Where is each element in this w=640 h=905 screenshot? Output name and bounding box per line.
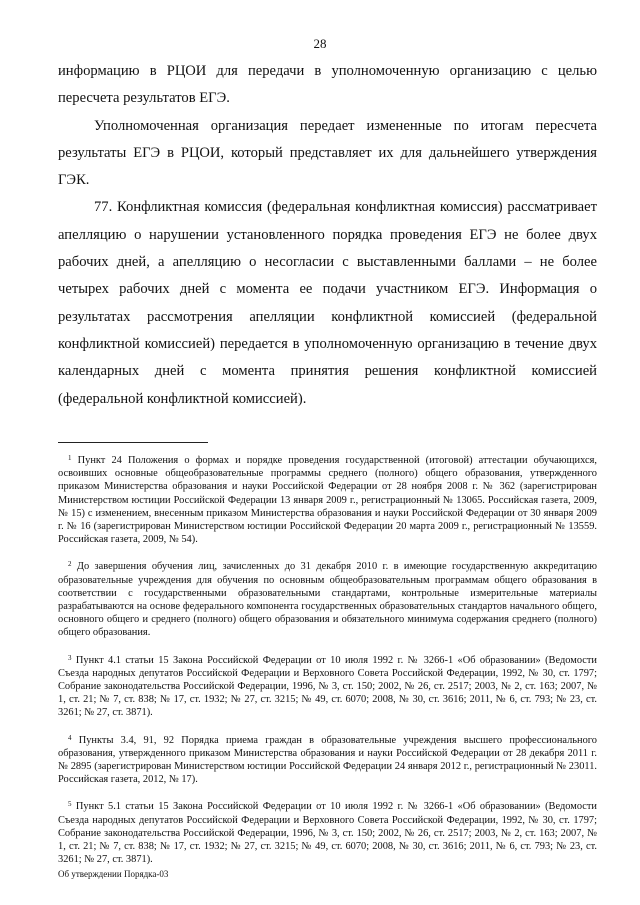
- footnote-1: [58, 452, 597, 546]
- footnote-4: [58, 732, 597, 787]
- footnote-3: [58, 652, 597, 720]
- footnote-number: 1: [68, 454, 72, 462]
- main-text: [58, 58, 597, 413]
- footnote-5: [58, 798, 597, 866]
- footnote-text: Пункт 5.1 статьи 15 Закона Российской Федерации от 10 июля 1992 г. № 3266-1 «Об образовании» (Ведомости Съезда народных депутатов Российской Федерации и Верховного Совета Российской Федерации, 1992, № 30, ст. 1797; Собрание законодательства Российской Федерации, 1996, № 3, ст. 150; 2002, № 26, ст. 2517; 2003, № 2, ст. 163; 2007, № 1, ст. 21; № 7, ст. 838; № 17, ст. 1932; № 27, ст. 3215; № 49, ст. 6070; 2008, № 30, ст. 3616; 2011, № 6, ст. 793; № 23, ст. 3261; № 27, ст. 3871).: [58, 801, 597, 866]
- footnote-number: 5: [68, 800, 72, 809]
- paragraph-77: 77. Конфликтная комиссия (федеральная конфликтная комиссия) рассматривает апелляцию о нарушении установленного порядка проведения ЕГЭ не более двух рабочих дней, а апелляцию о несогласии с выставленными баллами – не более четырех рабочих дней с момента ее подачи участником ЕГЭ. Информация о результатах рассмотрения апелляции конфликтной комиссией (федеральной конфликтной комиссией) передается в уполномоченную организацию в течение двух календарных дней с момента принятия решения конфликтной комиссией (федеральной конфликтной комиссией).: [58, 199, 597, 407]
- page-number: 28: [313, 36, 327, 51]
- document-footer-label: Об утверждении Порядка-03: [58, 869, 169, 879]
- footnote-number: 2: [68, 560, 72, 569]
- footnote-text: Пункт 24 Положения о формах и порядке проведения государственной (итоговой) аттестации обучающихся, освоивших основные общеобразовательные программы среднего (полного) общего образования, утвержденного приказом Министерства образования и науки Российской Федерации от 28 ноября 2008 г. № 362 (зарегистрирован Министерством юстиции Российской Федерации 13 января 2009 г., регистрационный № 13065. Российская газета, 2009, № 15) с изменением, внесенным приказом Министерства образования и науки Российской Федерации от 30 января 2009 г. № 16 (зарегистрирован Министерством юстиции Российской Федерации 20 марта 2009 г., регистрационный № 13559. Российская газета, 2009, № 54).: [58, 455, 597, 546]
- footnote-number: 4: [68, 733, 72, 742]
- footnote-separator: [58, 442, 208, 443]
- footnote-text: Пункты 3.4, 91, 92 Порядка приема граждан в образовательные учреждения высшего профессионального образования, утвержденного приказом Министерства образования и науки Российской Федерации от 28 декабря 2011 г. № 2895 (зарегистрирован Министерством юстиции Российской Федерации 24 января 2012 г., регистрационный № 23011. Российская газета, 2012, № 17).: [58, 734, 597, 786]
- paragraph-continuation: информацию в РЦОИ для передачи в уполномоченную организацию с целью пересчета результатов ЕГЭ.: [58, 63, 597, 107]
- footnote-text: До завершения обучения лиц, зачисленных до 31 декабря 2010 г. в имеющие государственную аккредитацию образовательные учреждения для обучения по основным общеобразовательным программам общего образования в соответствии с государственными образовательными стандартами, контрольные измерительные материалы разрабатываются на основе федерального компонента государственных образовательных стандартов начального общего, основного общего и среднего (полного) общего образования и обязательного минимума содержания среднего (полного) общего образования.: [58, 561, 597, 639]
- footnotes: [58, 452, 597, 878]
- footnote-number: 3: [68, 653, 72, 662]
- footnote-2: [58, 558, 597, 639]
- footnote-text: Пункт 4.1 статьи 15 Закона Российской Федерации от 10 июля 1992 г. № 3266-1 «Об образовании» (Ведомости Съезда народных депутатов Российской Федерации и Верховного Совета Российской Федерации, 1992, № 30, ст. 1797; Собрание законодательства Российской Федерации, 1996, № 3, ст. 150; 2002, № 26, ст. 2517; 2003, № 2, ст. 163; 2007, № 1, ст. 21; № 7, ст. 838; № 17, ст. 1932; № 27, ст. 3215; № 49, ст. 6070; 2008, № 30, ст. 3616; 2011, № 6, ст. 793; № 23, ст. 3261; № 27, ст. 3871).: [58, 654, 597, 719]
- paragraph-recalculation: Уполномоченная организация передает измененные по итогам пересчета результаты ЕГЭ в РЦОИ, который представляет их для дальнейшего утверждения ГЭК.: [58, 117, 597, 189]
